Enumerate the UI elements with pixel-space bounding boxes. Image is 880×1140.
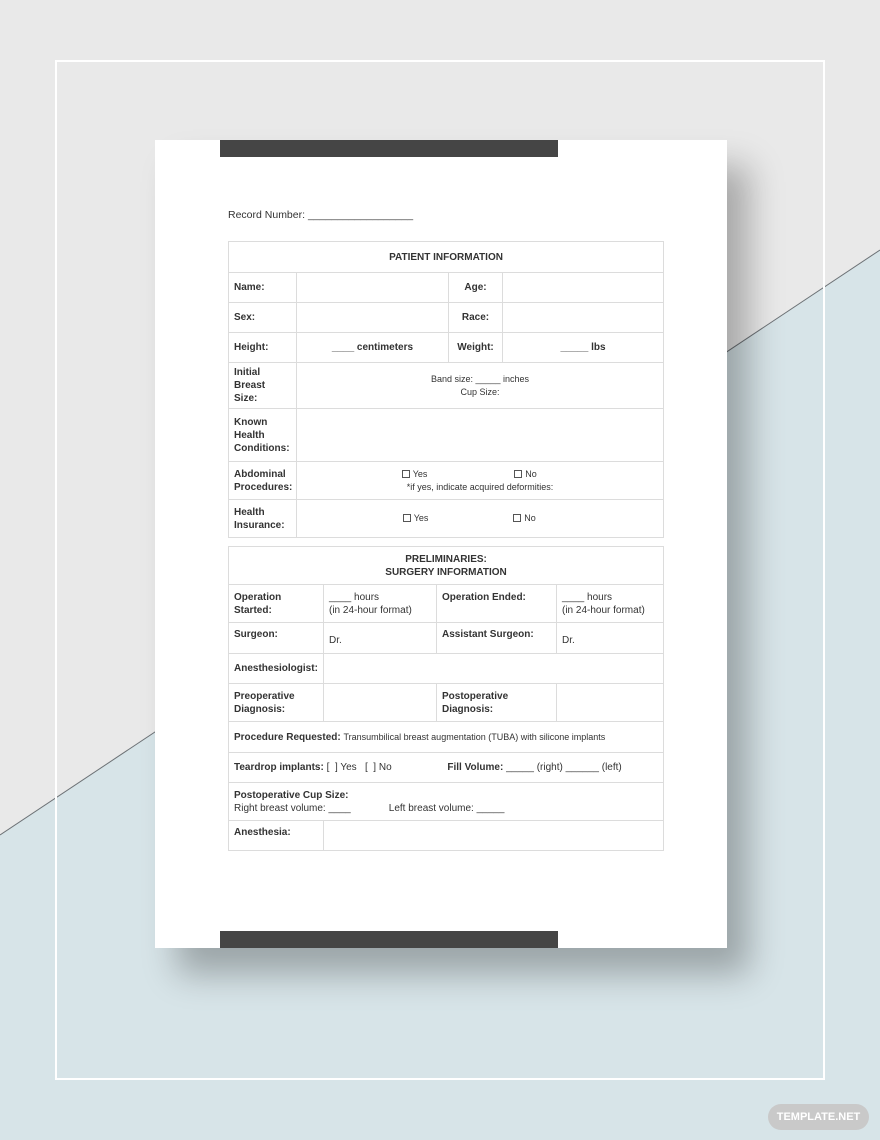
record-number (228, 209, 413, 221)
assistant-surgeon-label: Assistant Surgeon: (437, 623, 557, 654)
header-bar (220, 140, 558, 157)
initial-breast-size-label (229, 363, 297, 409)
health-label-line-2: Health (234, 429, 265, 441)
abdominal-options (302, 468, 658, 481)
surgeon-field[interactable]: Dr. (324, 623, 437, 654)
name-label: Name: (229, 273, 297, 303)
anesthesiologist-field[interactable] (324, 654, 664, 684)
teardrop-label: Teardrop implants: (234, 762, 324, 773)
patient-information-table (228, 241, 664, 538)
document-page (155, 140, 727, 948)
race-field[interactable] (503, 303, 664, 333)
watermark-badge: TEMPLATE.NET (768, 1104, 869, 1130)
operation-ended-label: Operation Ended: (437, 585, 557, 623)
op-started-line-1: Operation (234, 591, 282, 603)
cup-size: Cup Size: (460, 386, 500, 397)
surgery-information-table (228, 546, 664, 851)
left-breast-volume[interactable]: Left breast volume: _____ (388, 802, 505, 814)
op-ended-hours: ____ hours (562, 591, 613, 603)
anesthesiologist-label: Anesthesiologist: (229, 654, 324, 684)
op-started-hours: ____ hours (329, 591, 380, 603)
checkbox-icon[interactable] (513, 514, 521, 522)
abdominal-procedures-label (229, 462, 297, 500)
operation-started-field[interactable] (324, 585, 437, 623)
anesthesia-label: Anesthesia: (229, 821, 324, 851)
teardrop-implants-row (229, 753, 664, 783)
abdominal-label-line-1: Abdominal (234, 468, 286, 480)
abdominal-procedures-field (297, 462, 664, 500)
patient-info-title: PATIENT INFORMATION (229, 242, 664, 273)
fill-volume-label: Fill Volume: (447, 762, 504, 773)
surgery-title-line-1: PRELIMINARIES: (405, 553, 487, 565)
health-insurance-label (229, 500, 297, 538)
health-label-line-3: Conditions: (234, 442, 290, 454)
abdominal-label-line-2: Procedures: (234, 481, 293, 493)
assistant-surgeon-field[interactable]: Dr. (557, 623, 664, 654)
health-insurance-field (297, 500, 664, 538)
postoperative-diagnosis-label (437, 684, 557, 722)
band-size: Band size: _____ inches (430, 373, 530, 384)
abdominal-no-label: No (525, 468, 537, 479)
procedure-value: Transumbilical breast augmentation (TUBA) with silicone implants (343, 731, 606, 742)
record-label: Record Number: (228, 209, 306, 221)
cup-size-label: Postoperative Cup Size: (234, 789, 349, 801)
postop-line-2: Diagnosis: (442, 703, 494, 715)
health-conditions-field[interactable] (297, 409, 664, 462)
insurance-label-line-1: Health (234, 506, 265, 518)
insurance-label-line-2: Insurance: (234, 519, 285, 531)
sex-field[interactable] (297, 303, 449, 333)
breast-volumes (234, 802, 658, 815)
health-conditions-label (229, 409, 297, 462)
procedure-label: Procedure Requested: (234, 731, 341, 743)
abdominal-yes-label: Yes (412, 468, 428, 479)
record-blank: __________________ (307, 209, 414, 221)
insurance-no-label: No (524, 513, 536, 523)
race-label: Race: (449, 303, 503, 333)
breast-label-line-2: Breast Size: (234, 380, 266, 404)
preoperative-diagnosis-field[interactable] (324, 684, 437, 722)
procedure-requested-row (229, 722, 664, 753)
height-label: Height: (229, 333, 297, 363)
op-ended-format: (in 24-hour format) (562, 604, 645, 616)
teardrop-options[interactable]: [ ] Yes [ ] No (326, 762, 392, 773)
operation-ended-field[interactable] (557, 585, 664, 623)
op-started-line-2: Started: (234, 604, 272, 616)
breast-size-field[interactable] (297, 363, 664, 409)
postop-line-1: Postoperative (442, 690, 509, 702)
abdominal-note: *if yes, indicate acquired deformities: (406, 481, 554, 492)
checkbox-icon[interactable] (403, 514, 411, 522)
height-value[interactable]: ____ centimeters (297, 333, 449, 363)
age-label: Age: (449, 273, 503, 303)
footer-bar (220, 931, 558, 948)
preop-line-2: Diagnosis: (234, 703, 286, 715)
surgeon-label: Surgeon: (229, 623, 324, 654)
right-breast-volume[interactable]: Right breast volume: ____ (234, 802, 351, 814)
checkbox-icon[interactable] (514, 470, 522, 478)
breast-label-line-1: Initial (234, 367, 261, 378)
operation-started-label (229, 585, 324, 623)
weight-value[interactable]: _____ lbs (503, 333, 664, 363)
weight-label: Weight: (449, 333, 503, 363)
surgery-title-line-2: SURGERY INFORMATION (385, 566, 507, 578)
op-started-format: (in 24-hour format) (329, 604, 412, 616)
postoperative-cup-size-row (229, 783, 664, 821)
health-label-line-1: Known (234, 416, 268, 428)
checkbox-icon[interactable] (402, 470, 410, 478)
age-field[interactable] (503, 273, 664, 303)
surgery-info-title (229, 547, 664, 585)
sex-label: Sex: (229, 303, 297, 333)
fill-volume-value[interactable]: _____ (right) ______ (left) (506, 762, 622, 773)
preop-line-1: Preoperative (234, 690, 295, 702)
name-field[interactable] (297, 273, 449, 303)
postoperative-diagnosis-field[interactable] (557, 684, 664, 722)
anesthesia-field[interactable] (324, 821, 664, 851)
insurance-yes-label: Yes (413, 513, 429, 523)
preoperative-diagnosis-label (229, 684, 324, 722)
